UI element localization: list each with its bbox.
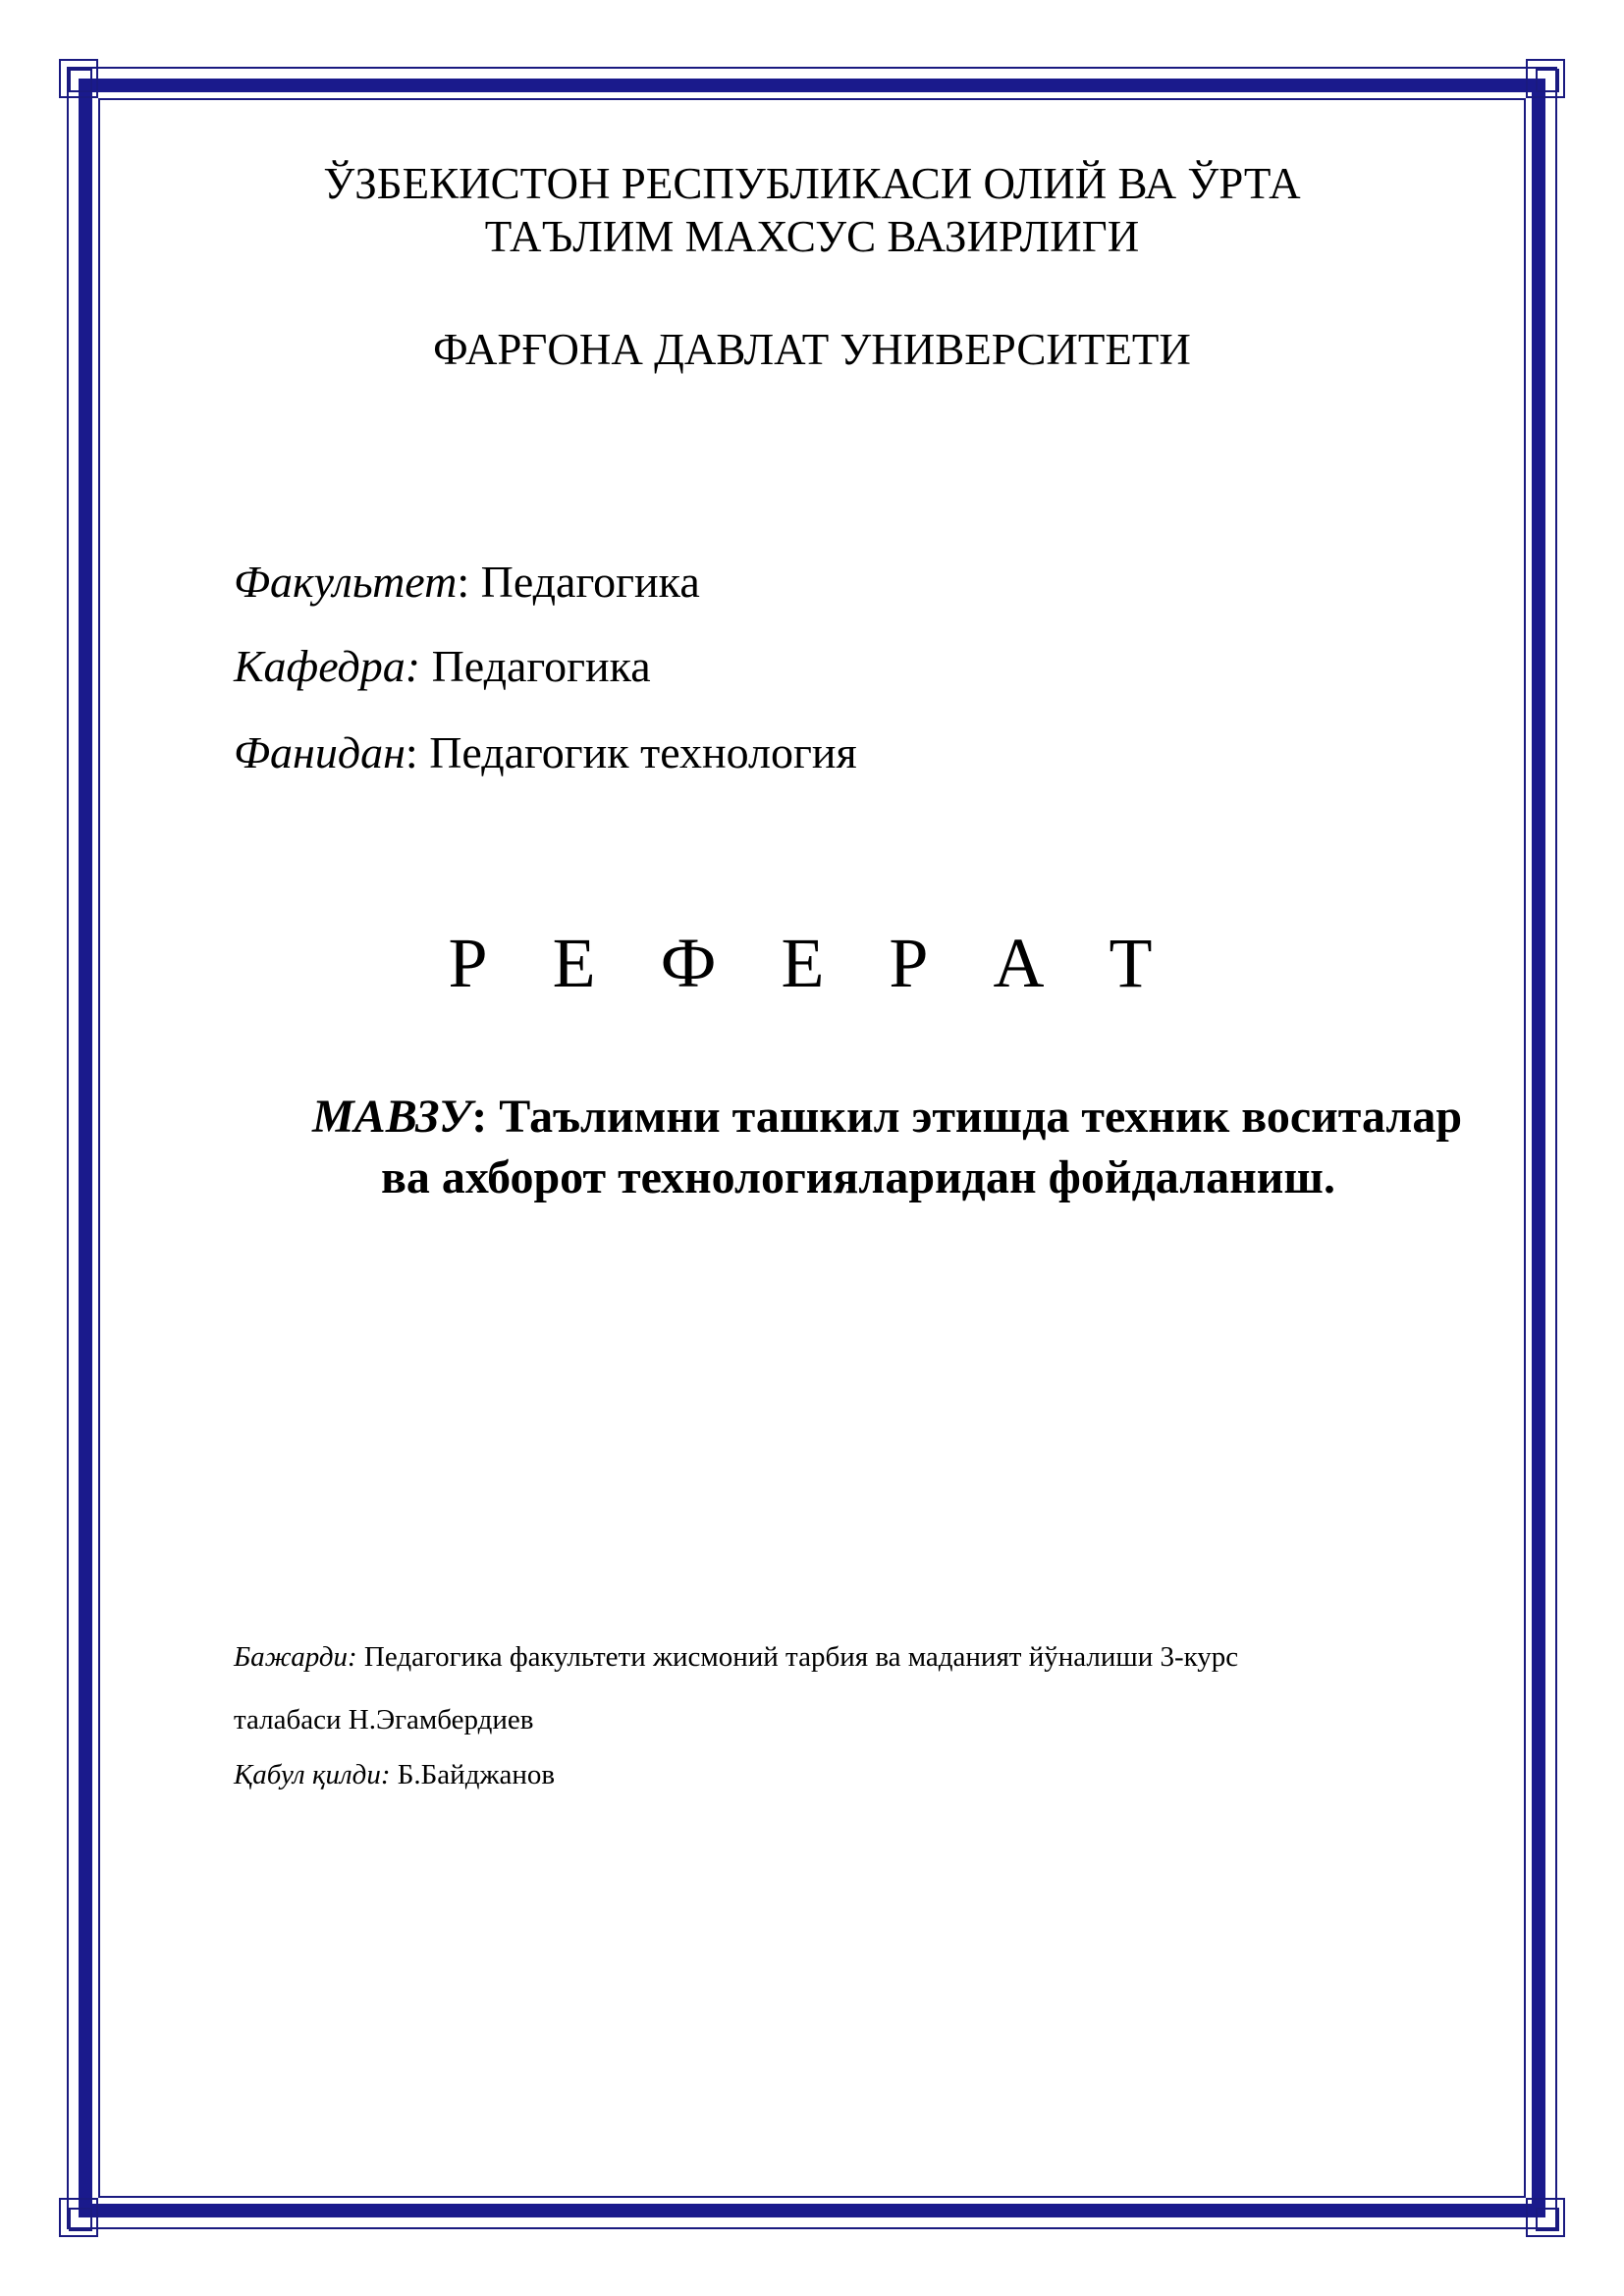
accepted-by-label: Қабул қилди: — [234, 1759, 391, 1790]
subject-field: Фанидан: Педагогик технология — [234, 727, 857, 777]
university-name: ФАРҒОНА ДАВЛАТ УНИВЕРСИТЕТИ — [433, 325, 1191, 374]
department-value: Педагогика — [431, 641, 651, 691]
topic-label: МАВЗУ — [312, 1091, 472, 1143]
document-title: Р Е Ф Е Р А Т — [448, 924, 1176, 1002]
frame-corner-ornament — [1526, 59, 1565, 98]
subject-label: Фанидан — [234, 727, 406, 777]
frame-corner-ornament — [59, 2198, 98, 2237]
page-frame-inner — [98, 98, 1526, 2198]
subject-value: Педагогик технология — [429, 727, 857, 777]
ministry-heading — [0, 157, 1624, 263]
accepted-by — [234, 1759, 555, 1791]
accepted-by-value: Б.Байджанов — [390, 1759, 556, 1790]
department-field — [234, 640, 651, 692]
ministry-line-2: ТАЪЛИМ МАХСУС ВАЗИРЛИГИ — [484, 212, 1140, 261]
topic-line-2: ва ахборот технологияларидан фойдаланиш. — [381, 1151, 1335, 1203]
faculty-field: Факультет: Педагогика — [234, 557, 700, 607]
faculty-value: Педагогика — [480, 557, 700, 607]
performed-by — [234, 1641, 1238, 1674]
student-name: талабаси Н.Эгамбердиев — [234, 1704, 534, 1735]
topic-text-1: Таълимни ташкил этишда техник воситалар — [499, 1091, 1463, 1143]
topic-line-1: МАВЗУ: Таълимни ташкил этишда техник воситалар — [312, 1091, 1463, 1143]
frame-corner-ornament — [59, 59, 98, 98]
performed-by-label: Бажарди: — [234, 1641, 357, 1673]
frame-corner-ornament — [1526, 2198, 1565, 2237]
faculty-label: Факультет — [234, 557, 458, 607]
ministry-line-1: ЎЗБЕКИСТОН РЕСПУБЛИКАСИ ОЛИЙ ВА ЎРТА — [323, 159, 1301, 208]
performed-by-value: Педагогика факультети жисмоний тарбия ва маданият йўналиши 3-курс — [356, 1641, 1239, 1673]
department-label: Кафедра: — [234, 641, 421, 691]
